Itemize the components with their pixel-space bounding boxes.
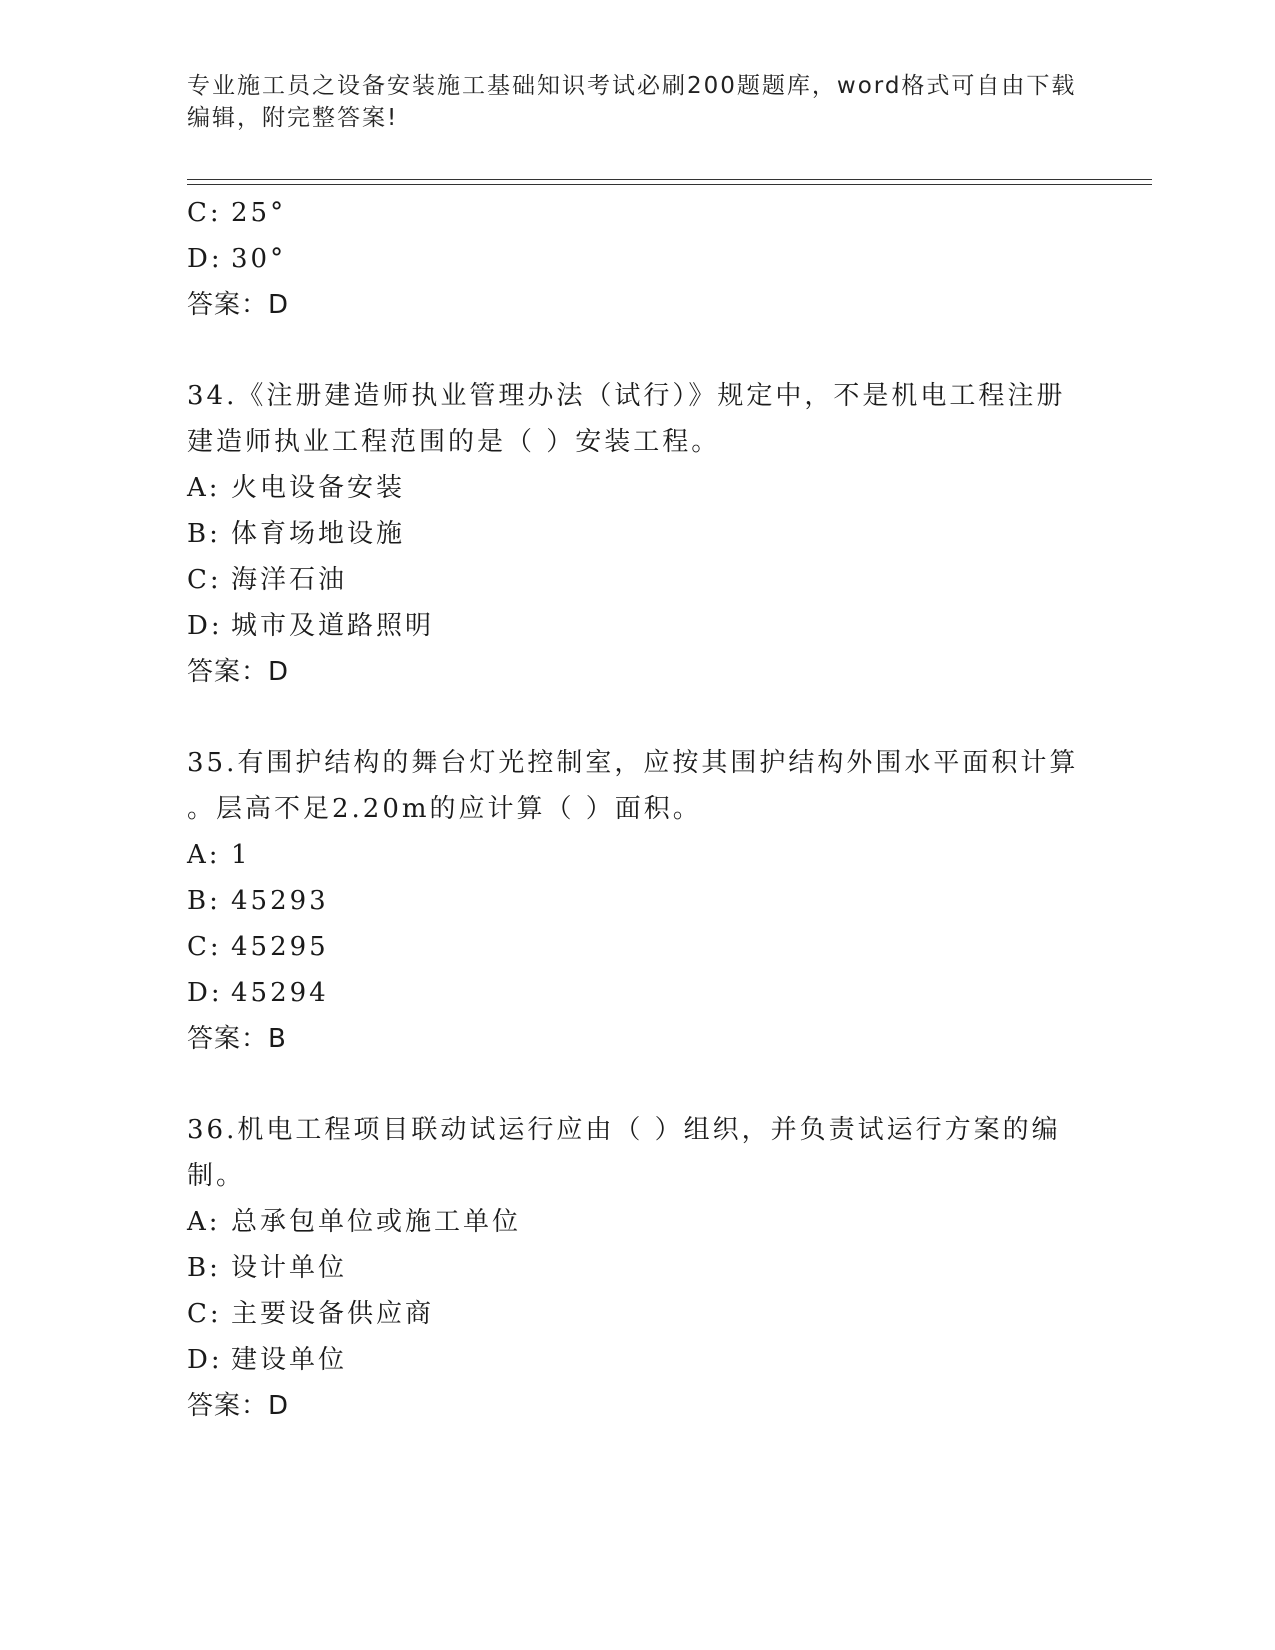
option-b: B: 体育场地设施 — [187, 519, 406, 549]
document-body — [187, 190, 1077, 1429]
answer-line: 答案：D — [187, 290, 290, 320]
page-header — [187, 70, 1077, 134]
option-b: B: 45293 — [187, 886, 329, 916]
option-c: C: 主要设备供应商 — [187, 1299, 435, 1329]
question-stem: 35.有围护结构的舞台灯光控制室，应按其围护结构外围水平面积计算 。层高不足2.20m的应计算（ ）面积。 — [187, 748, 1079, 824]
question-stem: 34.《注册建造师执业管理办法（试行）》规定中，不是机电工程注册 建造师执业工程范围的是（ ）安装工程。 — [187, 381, 1066, 457]
answer-line: 答案：D — [187, 657, 290, 687]
header-line-2: 编辑，附完整答案! — [187, 105, 399, 131]
option-d: D: 城市及道路照明 — [187, 611, 435, 641]
option-a: A: 1 — [187, 840, 251, 870]
option-d: D: 45294 — [187, 978, 329, 1008]
question-36 — [187, 1107, 1077, 1429]
header-divider-bottom — [187, 184, 1152, 185]
question-stem: 36.机电工程项目联动试运行应由（ ）组织，并负责试运行方案的编 制。 — [187, 1115, 1061, 1191]
option-a: A: 总承包单位或施工单位 — [187, 1207, 522, 1237]
option-d: D: 30° — [187, 244, 287, 274]
question-35 — [187, 740, 1077, 1062]
answer-line: 答案：B — [187, 1024, 287, 1054]
question-33-tail — [187, 190, 1077, 328]
option-c: C: 45295 — [187, 932, 329, 962]
option-d: D: 建设单位 — [187, 1345, 348, 1375]
option-c: C: 海洋石油 — [187, 565, 348, 595]
option-c: C: 25° — [187, 198, 287, 228]
header-line-1: 专业施工员之设备安装施工基础知识考试必刷200题题库，word格式可自由下载 — [187, 73, 1077, 99]
question-34 — [187, 373, 1077, 695]
answer-line: 答案：D — [187, 1391, 290, 1421]
header-divider-top — [187, 179, 1152, 180]
option-a: A: 火电设备安装 — [187, 473, 406, 503]
option-b: B: 设计单位 — [187, 1253, 348, 1283]
